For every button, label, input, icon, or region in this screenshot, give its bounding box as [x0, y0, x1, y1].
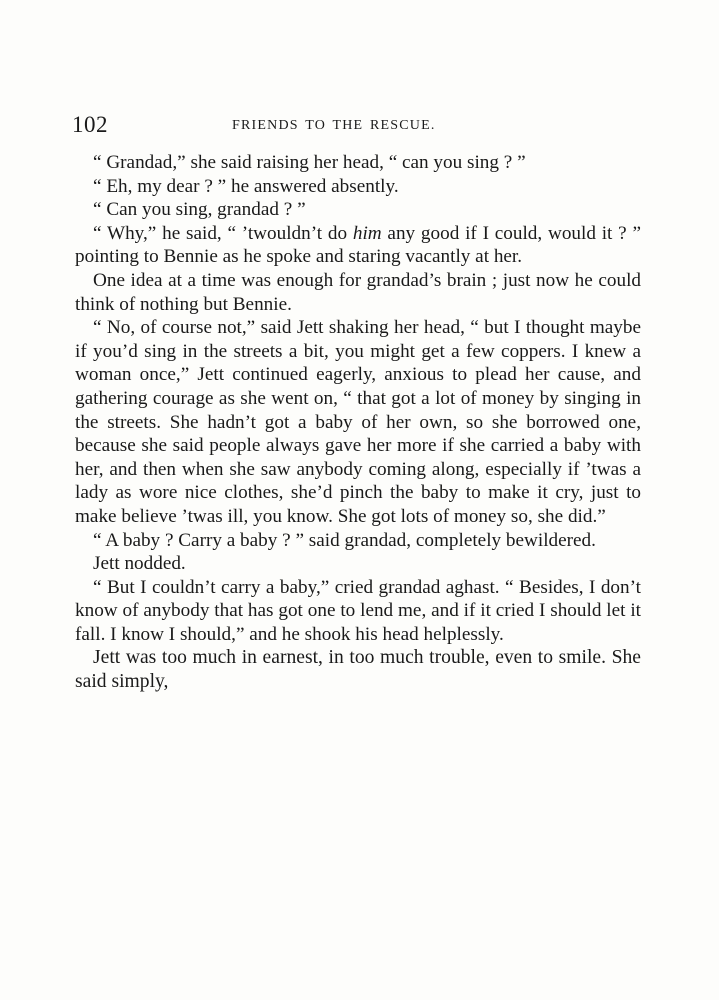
paragraph — [75, 529, 641, 553]
paragraph — [75, 222, 641, 269]
paragraph — [75, 269, 641, 316]
page-header — [72, 112, 644, 142]
text-run: “ But I couldn’t carry a baby,” cried grandad aghast. “ Besides, I don’t know of anybody that has got one to lend me, and if it cried I should let it fall. I know I should,” and he shook his head helplessly. — [75, 576, 641, 645]
text-run: “ Why,” he said, “ ’twouldn’t do — [93, 222, 353, 244]
text-run: “ Eh, my dear ? ” he answered absently. — [93, 175, 399, 197]
paragraph — [75, 316, 641, 528]
text-run: any good if I could, would it ? ” pointing to Bennie as he spoke and staring vacantly at her. — [75, 222, 641, 268]
text-run: “ A baby ? Carry a baby ? ” said grandad, completely bewildered. — [93, 529, 596, 551]
text-run: “ Grandad,” she said raising her head, “ can you sing ? ” — [93, 152, 526, 173]
page-number: 102 — [72, 112, 108, 137]
paragraph — [75, 576, 641, 647]
body-text — [75, 151, 641, 694]
paragraph — [75, 646, 641, 693]
text-run: One idea at a time was enough for grandad’s brain ; just now he could think of nothing but Bennie. — [75, 269, 641, 315]
emphasized-text-run: him — [352, 222, 382, 244]
paragraph — [75, 175, 641, 199]
text-run: “ Can you sing, grandad ? ” — [93, 199, 306, 221]
running-title: FRIENDS TO THE RESCUE. — [232, 118, 436, 133]
text-run: Jett nodded. — [93, 553, 186, 575]
paragraph — [75, 198, 641, 222]
paragraph — [75, 552, 641, 576]
paragraph — [75, 151, 641, 175]
text-run: Jett was too much in earnest, in too much trouble, even to smile. She said simply, — [75, 647, 641, 693]
text-run: “ No, of course not,” said Jett shaking her head, “ but I thought maybe if you’d sing in the streets a bit, you might get a few coppers. I knew a woman once,” Jett continued eagerly, anxious to plead her cause, and gathering courage as she went on, “ that got a lot of money by singing in the streets. She hadn’t got a baby of her own, so she borrowed one, because she said people always gave her more if she carried a baby with her, and then when she saw anybody coming along, especially if ’twas a lady as wore nice clothes, she’d pinch the baby to make it cry, just to make believe ’twas ill, you know. She got lots of money so, she did.” — [75, 317, 641, 527]
